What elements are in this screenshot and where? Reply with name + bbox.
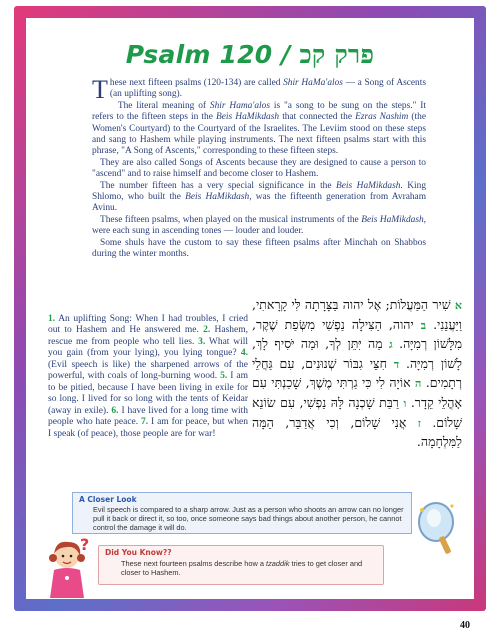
hebrew-verse-text: חִצֵּי גִבּוֹר שְׁנוּנִים, עִם גַּחֲלֵי רְתָמִים. — [252, 355, 462, 391]
hebrew-verse-number: ו — [403, 396, 407, 410]
verse-number: 2. — [203, 325, 211, 336]
page-title — [26, 40, 474, 70]
intro-paragraph: The number fifteen has a very special significance in the Beis HaMikdash. King Shlomo, who built the Beis HaMikdash, was the fifteenth generation from Avraham Avinu. — [92, 180, 427, 214]
verse-text: (Evil speech is like) the sharpened arrows of the powerful, with coals of long-burning wood. — [48, 359, 248, 382]
verse-text: Hashem, rescue me from people who tell lies. — [48, 325, 248, 347]
hebrew-verse-number: א — [454, 299, 462, 312]
english-translation — [48, 314, 248, 440]
intro-paragraph: Some shuls have the custom to say these fifteen psalms after Minchah on Shabbos during the winter months. — [92, 237, 426, 260]
hebrew-verse-number: ז — [417, 416, 421, 430]
hebrew-verse-text: אוֹיָה לִי כִּי גַרְתִּי מֶשֶׁךְ, שָׁכַנְתִּי עִם אָהֳלֵי קֵדָר. — [252, 375, 462, 410]
title-hebrew: פרק קכ — [299, 40, 375, 69]
hebrew-verse-text: יהוה, הַצִּילָה נַפְשִׁי מִשְּׂפַת שֶׁקֶר, מִלָּשׁוֹן רְמִיָּה. — [252, 316, 462, 352]
hebrew-verse-number: ד — [393, 357, 400, 371]
page-number: 40 — [460, 620, 470, 631]
hebrew-verse-number: ג — [389, 338, 393, 352]
mirror-illustration-icon — [412, 500, 462, 556]
hebrew-verse-text: שִׁיר הַמַּעֲלוֹת; אֶל יהוה בַּצָּרָתָה לִּי קָרָאתִי, וַיַּעֲנֵנִי. — [252, 297, 463, 332]
verse-number: 4. — [240, 348, 248, 359]
intro-paragraph: They are also called Songs of Ascents because they are designed to cause a person to "ascend" and to raise himself and become closer to Hashem. — [92, 157, 426, 180]
closer-look-box — [72, 492, 412, 534]
verse-number: 5. — [220, 371, 228, 382]
did-you-know-text: These next fourteen psalms describe how a tzaddik tries to get closer and closer to Hashem. — [121, 559, 363, 578]
intro-text — [92, 75, 427, 261]
svg-text:?: ? — [80, 538, 90, 554]
drop-cap: T — [92, 75, 108, 104]
verse-text: What will you gain (from your lying), you lying tongue? — [48, 336, 248, 359]
intro-paragraph: These next fifteen psalms (120-134) are called Shir HaMa'alos — a Song of Ascents (an uplifting song). — [92, 75, 426, 104]
intro-paragraph: These fifteen psalms, when played on the musical instruments of the Beis HaMikdash, were each sung in ascending tones — louder and louder. — [92, 214, 426, 237]
hebrew-verse-number: ב — [420, 318, 427, 332]
title-english: Psalm 120 / — [125, 40, 300, 69]
did-you-know-box — [98, 545, 384, 585]
verse-number: 6. — [111, 405, 119, 416]
verse-text: I am for peace, but when I speak (of peace), those people are for war! — [48, 417, 248, 439]
hebrew-verse-text: מַה יִּתֵּן לְךָ, וּמַה יֹּסִיף לָךְ, לָשׁוֹן רְמִיָּה. — [252, 336, 462, 371]
closer-look-text: Evil speech is compared to a sharp arrow. Just as a person who shoots an arrow can no longer pull it back or direct it, so too, once someone says bad things about another person, he cannot control the damage it will do. — [93, 505, 404, 532]
verse-number: 7. — [141, 417, 149, 428]
hebrew-verse-text: אֲנִי שָׁלוֹם, וְכִי אֲדַבֵּר, הֵמָּה לַמִּלְחָמָה. — [252, 414, 462, 450]
girl-illustration-icon — [40, 538, 94, 602]
did-you-know-title: Did You Know?? — [105, 548, 172, 557]
verse-number: 1. — [48, 314, 56, 324]
hebrew-verse-text: רַבַּת שָׁכְנָה לָּהּ נַפְשִׁי, עִם שׂוֹנֵא שָׁלוֹם. — [252, 394, 462, 430]
hebrew-psalm-text — [252, 296, 462, 452]
intro-paragraph: The literal meaning of Shir Hama'alos is "a song to be sung on the steps." It refers to the fifteen steps in the Beis HaMikdash that connected the Ezras Nashim (the Women's Courtyard) to the Courtyard of the Israelites. The Leviim stood on these steps and sang to Hashem while playing instruments. The next fifteen psalms start with this phrase, "A Song of Ascents," corresponding to these fifteen steps. — [92, 100, 427, 157]
hebrew-verse-number: ה — [415, 377, 422, 391]
verse-text: I am to be pitied, because I have been living in exile for so long. I lived for so long with the tents of Keidar (away in exile). — [48, 371, 248, 416]
verse-text: An uplifting Song: When I had troubles, I cried out to Hashem and He answered me. — [48, 314, 248, 336]
verse-text: I have lived for a long time with people who hate peace. — [48, 405, 248, 428]
verse-number: 3. — [198, 336, 206, 347]
closer-look-title: A Closer Look — [79, 495, 137, 504]
